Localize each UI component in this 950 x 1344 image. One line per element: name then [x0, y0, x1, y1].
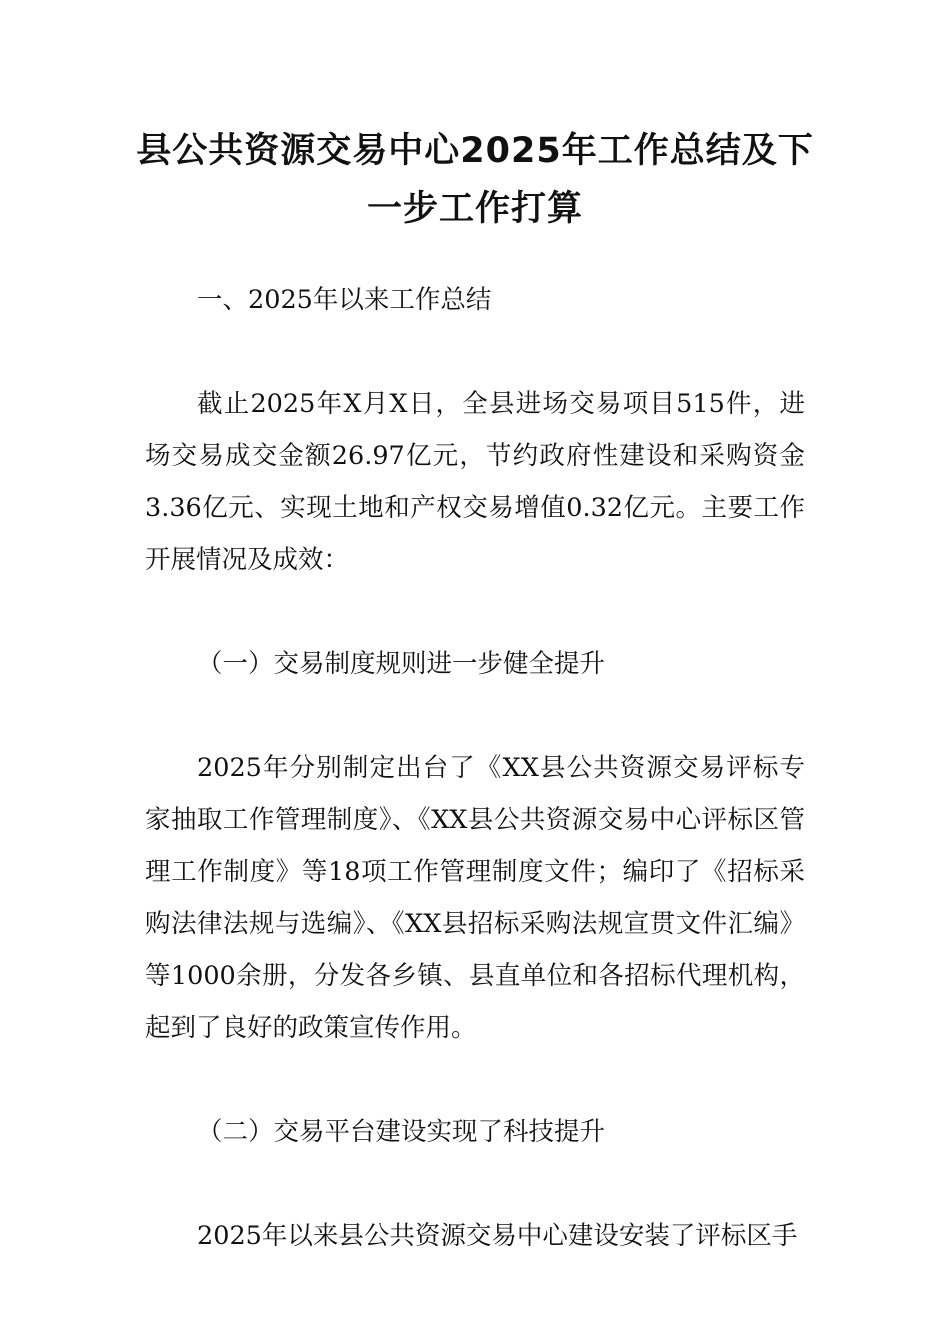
section-heading: 一、2025年以来工作总结	[197, 285, 492, 315]
document-title: 县公共资源交易中心2025年工作总结及下一步工作打算	[136, 131, 814, 229]
body-paragraph: 截止2025年X月X日，全县进场交易项目515件，进场交易成交金额26.97亿元，节约政府性建设和采购资金3.36亿元、实现土地和产权交易增值0.32亿元。主要工作开展情况及成效：	[145, 389, 805, 575]
body-paragraph: 2025年以来县公共资源交易中心建设安装了评标区手	[197, 1221, 798, 1251]
subsection-heading: （二）交易平台建设实现了科技提升	[197, 1117, 606, 1147]
subsection-heading: （一）交易制度规则进一步健全提升	[197, 649, 606, 679]
paragraph-gap	[145, 586, 805, 638]
paragraph-gap	[145, 326, 805, 378]
paragraph-gap	[145, 1054, 805, 1106]
body-paragraph: 2025年分别制定出台了《XX县公共资源交易评标专家抽取工作管理制度》、《XX县公共资源交易中心评标区管理工作制度》等18项工作管理制度文件；编印了《招标采购法律法规与选编》、《XX县招标采购法规宣贯文件汇编》等1000余册，分发各乡镇、县直单位和各招标代理机构，起到了良好的政策宣传作用。	[145, 753, 805, 1043]
document-body	[145, 274, 805, 1262]
paragraph-gap	[145, 1158, 805, 1210]
paragraph-gap	[145, 690, 805, 742]
